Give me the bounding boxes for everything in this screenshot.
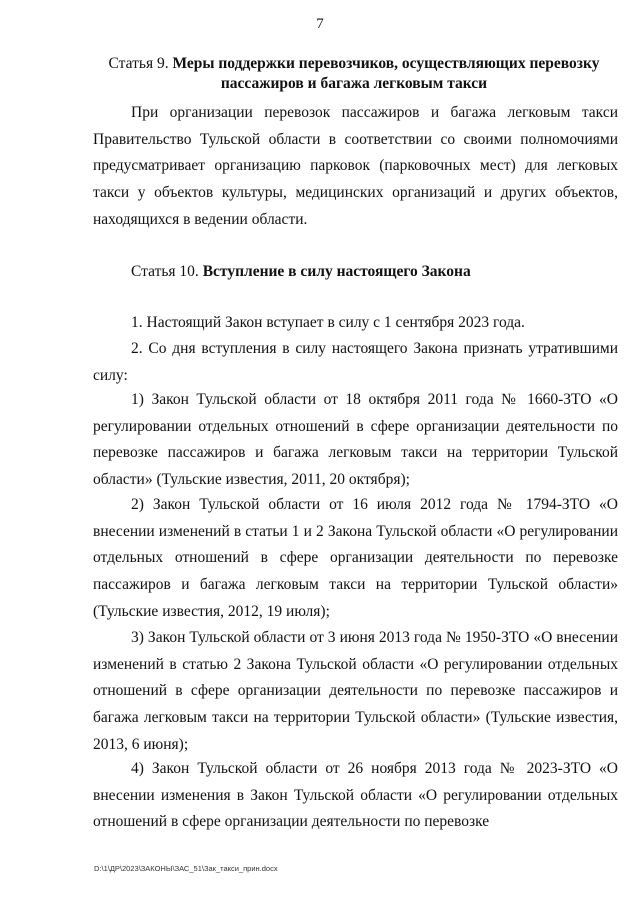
- footer-file-path: D:\1\ДР\2023\ЗАКОНЫ\ЗАС_51\Зак_такси_прин.docx: [94, 864, 278, 873]
- article-10-title: Вступление в силу настоящего Закона: [202, 263, 471, 280]
- article-10-point-1: 1. Настоящий Закон вступает в силу с 1 сентября 2023 года.: [131, 314, 525, 331]
- page-number: 7: [316, 16, 324, 32]
- article-10-prefix: Статья 10.: [131, 263, 199, 280]
- repealed-law-item-4: 4) Закон Тульской области от 26 ноября 2013 года № 2023-ЗТО «О внесении изменения в Закон Тульской области «О регулировании отдельных отношений в сфере организации деятельности по перевозке: [93, 760, 618, 831]
- article-9-heading: [92, 54, 616, 94]
- article-9-paragraph: При организации перевозок пассажиров и багажа легковым такси Правительство Тульской области в соответствии со своими полномочиями предусматривает организацию парковок (парковочных мест) для легковых такси у объектов культуры, медицинских организаций и других объектов, находящихся в ведении области.: [93, 104, 618, 228]
- repealed-law-item-3: 3) Закон Тульской области от 3 июня 2013 года № 1950-ЗТО «О внесении изменений в статью 2 Закона Тульской области «О регулировании отдельных отношений в сфере организации деятельности по перевозке пассажиров и багажа легковым такси на территории Тульской области» (Тульские известия, 2013, 6 июня);: [93, 629, 618, 753]
- article-10-heading: [131, 262, 640, 282]
- repealed-law-item-2: 2) Закон Тульской области от 16 июля 2012 года № 1794-ЗТО «О внесении изменений в статьи 1 и 2 Закона Тульской области «О регулировании отдельных отношений в сфере организации деятельности по перевозке пассажиров и багажа легковым такси на территории Тульской области» (Тульские известия, 2012, 19 июля);: [93, 496, 618, 620]
- article-9-title: Меры поддержки перевозчиков, осуществляющих перевозку пассажиров и багажа легковым такси: [172, 55, 600, 92]
- repealed-law-item-1: 1) Закон Тульской области от 18 октября 2011 года № 1660-ЗТО «О регулировании отдельных отношений в сфере организации деятельности по перевозке пассажиров и багажа легковым такси на территории Тульской области» (Тульские известия, 2011, 20 октября);: [93, 391, 618, 489]
- article-9-prefix: Статья 9.: [108, 55, 169, 72]
- article-10-point-2: 2. Со дня вступления в силу настоящего Закона признать утратившими силу:: [93, 340, 618, 384]
